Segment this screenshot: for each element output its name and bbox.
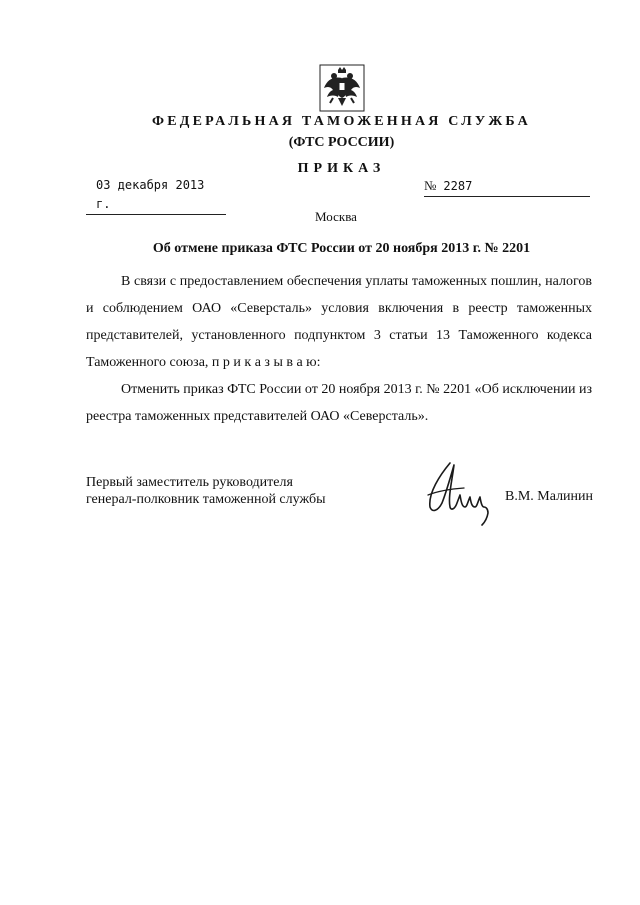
- order-number: 2287: [443, 179, 473, 193]
- signatory-name: В.М. Малинин: [505, 489, 594, 504]
- signatory-position: [86, 474, 366, 508]
- agency-name: ФЕДЕРАЛЬНАЯ ТАМОЖЕННАЯ СЛУЖБА: [152, 114, 531, 129]
- document-type: ПРИКАЗ: [297, 161, 386, 176]
- signatory-position-line-1: Первый заместитель руководителя: [86, 475, 293, 490]
- body-paragraph-2: Отменить приказ ФТС России от 20 ноября 2013 г. № 2201 «Об исключении из реестра таможенных представителей ОАО «Северсталь».: [86, 382, 592, 424]
- handwritten-signature-icon: [420, 455, 498, 527]
- signatory-position-line-2: генерал-полковник таможенной службы: [86, 492, 326, 507]
- number-sign: №: [424, 178, 437, 193]
- coat-of-arms-icon: [319, 64, 365, 112]
- order-date: 03 декабря 2013 г.: [86, 176, 226, 215]
- agency-abbreviation: (ФТС РОССИИ): [288, 135, 395, 150]
- order-number-field: [424, 176, 590, 197]
- city: Москва: [315, 209, 357, 224]
- body-paragraph-1: В связи с предоставлением обеспечения уплаты таможенных пошлин, налогов и соблюдением ОАО «Северсталь» условия включения в реестр таможенных представителей, установленного подпунктом 3 статьи 13 Таможенного кодекса Таможенного союза, п р и к а з ы в а ю:: [86, 274, 592, 370]
- order-title: Об отмене приказа ФТС России от 20 ноября 2013 г. № 2201: [152, 241, 531, 256]
